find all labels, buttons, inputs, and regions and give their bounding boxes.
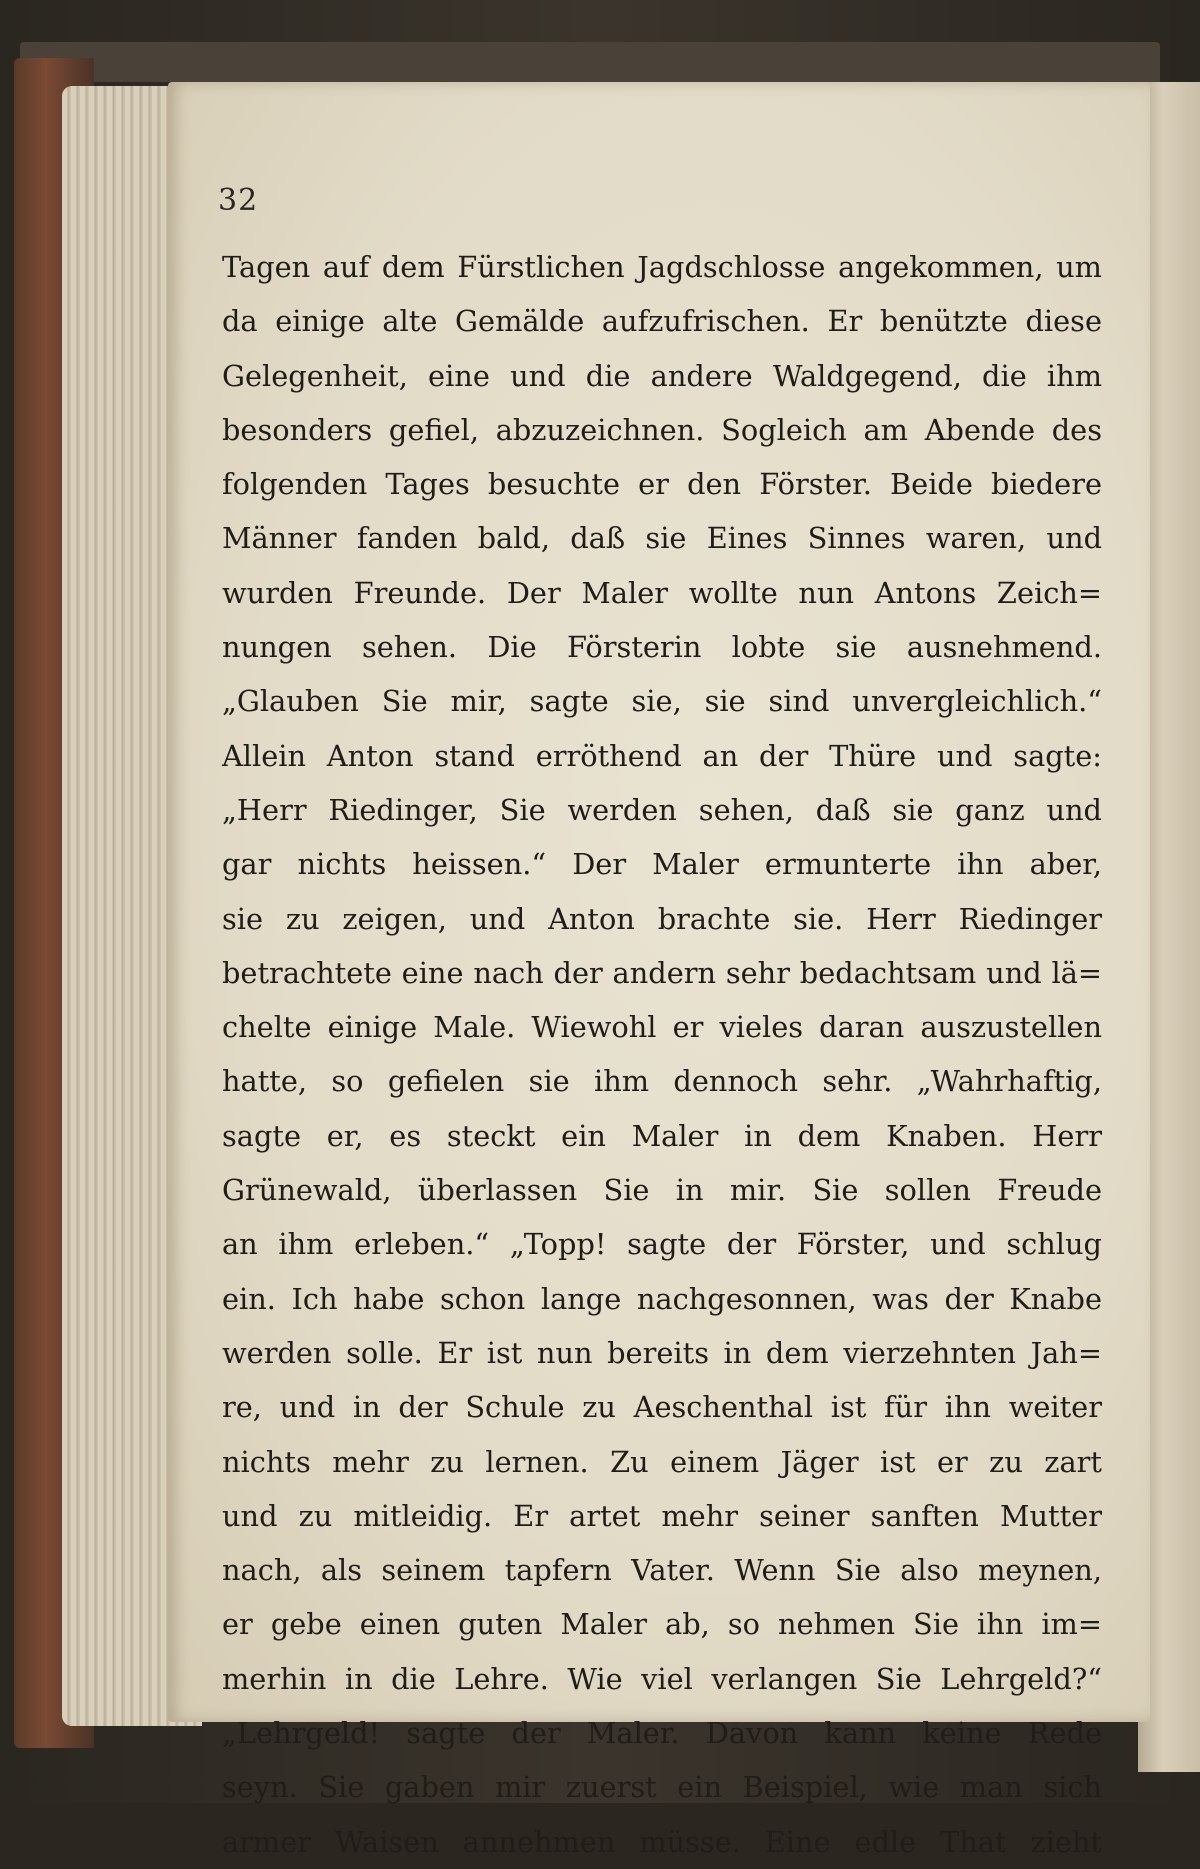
- text-line: wurden Freunde. Der Maler wollte nun Antons Zeich=: [222, 575, 1102, 610]
- text-line: sie zu zeigen, und Anton brachte sie. Herr Riedinger: [222, 901, 1102, 936]
- text-line: Allein Anton stand erröthend an der Thüre und sagte:: [222, 738, 1102, 773]
- text-line: hatte, so gefielen sie ihm dennoch sehr. „Wahrhaftig,: [222, 1064, 1102, 1099]
- text-line: nichts mehr zu lernen. Zu einem Jäger ist er zu zart: [222, 1444, 1102, 1479]
- text-line: „Herr Riedinger, Sie werden sehen, daß sie ganz und: [222, 792, 1102, 827]
- text-line: nach, als seinem tapfern Vater. Wenn Sie also meynen,: [222, 1553, 1102, 1588]
- text-line: re, und in der Schule zu Aeschenthal ist für ihn weiter: [222, 1390, 1102, 1425]
- page-text: [222, 240, 1102, 1869]
- text-line: an ihm erleben.“ „Topp! sagte der Förster, und schlug: [222, 1227, 1102, 1262]
- text-line: Männer fanden bald, daß sie Eines Sinnes waren, und: [222, 521, 1102, 556]
- text-line: nungen sehen. Die Försterin lobte sie ausnehmend.: [222, 630, 1102, 665]
- text-line: armer Waisen annehmen müsse. Eine edle That zieht: [222, 1824, 1102, 1859]
- text-line: ein. Ich habe schon lange nachgesonnen, was der Knabe: [222, 1281, 1102, 1316]
- text-line: gar nichts heissen.“ Der Maler ermunterte ihn aber,: [222, 847, 1102, 882]
- text-line: Grünewald, überlassen Sie in mir. Sie sollen Freude: [222, 1173, 1102, 1208]
- text-line: folgenden Tages besuchte er den Förster. Beide biedere: [222, 467, 1102, 502]
- book-cover-top: [20, 42, 1160, 82]
- text-line: werden solle. Er ist nun bereits in dem vierzehnten Jah=: [222, 1335, 1102, 1370]
- text-line: seyn. Sie gaben mir zuerst ein Beispiel, wie man sich: [222, 1770, 1102, 1805]
- text-line: Gelegenheit, eine und die andere Waldgegend, die ihm: [222, 358, 1102, 393]
- page-number: 32: [218, 183, 259, 218]
- text-line: er gebe einen guten Maler ab, so nehmen Sie ihn im=: [222, 1607, 1102, 1642]
- text-line: und zu mitleidig. Er artet mehr seiner sanften Mutter: [222, 1498, 1102, 1533]
- text-line: da einige alte Gemälde aufzufrischen. Er benützte diese: [222, 304, 1102, 339]
- text-line: „Glauben Sie mir, sagte sie, sie sind unvergleichlich.“: [222, 684, 1102, 719]
- text-line: merhin in die Lehre. Wie viel verlangen Sie Lehrgeld?“: [222, 1661, 1102, 1696]
- text-line: sagte er, es steckt ein Maler in dem Knaben. Herr: [222, 1118, 1102, 1153]
- text-line: besonders gefiel, abzuzeichnen. Sogleich am Abende des: [222, 412, 1102, 447]
- text-line: Tagen auf dem Fürstlichen Jagdschlosse angekommen, um: [222, 250, 1102, 284]
- text-line: betrachtete eine nach der andern sehr bedachtsam und lä=: [222, 955, 1102, 990]
- text-line: chelte einige Male. Wiewohl er vieles daran auszustellen: [222, 1010, 1102, 1045]
- text-line: „Lehrgeld! sagte der Maler. Davon kann keine Rede: [222, 1716, 1102, 1751]
